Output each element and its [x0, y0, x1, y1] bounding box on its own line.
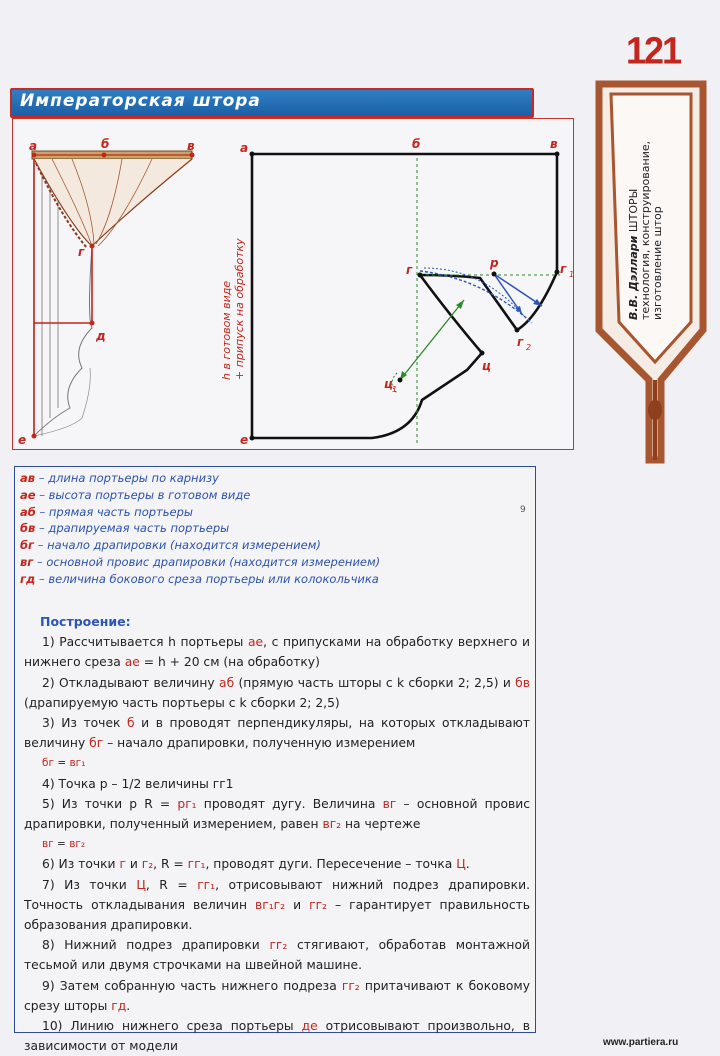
label-g-right: г	[406, 263, 413, 277]
label-c1-sub: 1	[392, 385, 398, 394]
label-a-right: а	[240, 141, 249, 155]
label-c: ц	[482, 359, 491, 373]
legend	[20, 470, 520, 588]
pattern-drawing	[250, 152, 561, 447]
website-url[interactable]: www.partiera.ru	[603, 1037, 679, 1048]
legend-item: аб – прямая часть портьеры	[20, 504, 193, 519]
label-g1: г	[560, 262, 567, 276]
construction-heading: Построение:	[40, 614, 131, 629]
height-label	[220, 238, 246, 380]
formula-1: бг = вг₁	[42, 757, 86, 770]
label-e-right: е	[240, 433, 249, 447]
book-line2: технология, конструирование,	[639, 140, 652, 320]
formula-2: вг = вг₂	[42, 838, 86, 851]
label-g-left: г	[78, 245, 85, 259]
small-mark: 9	[520, 505, 526, 515]
height-label-line1: h в готовом виде	[220, 280, 233, 380]
label-e-left: е	[18, 433, 27, 447]
label-g1-sub: 1	[569, 270, 574, 279]
label-v-right: в	[550, 137, 558, 151]
construction-steps	[24, 612, 530, 1056]
legend-item: гд – величина бокового среза портьеры или колокольчика	[20, 571, 379, 586]
step-4: 4) Точка р – 1/2 величины гг1	[42, 776, 234, 791]
step-10: 10) Линию нижнего среза портьеры де отрисовывают произвольно, в зависимости от модели	[24, 1019, 530, 1054]
label-g2-sub: 2	[526, 343, 532, 352]
label-v-left: в	[187, 139, 195, 153]
legend-item: бв – драпируемая часть портьеры	[20, 521, 230, 536]
page-number: 121	[626, 28, 681, 72]
label-d-left: д	[96, 329, 106, 343]
step-2: 2) Откладывают величину аб (прямую часть шторы с k сборки 2; 2,5) и бв (драпируемую часть портьеры с k сборки 2; 2,5)	[24, 675, 531, 710]
legend-item: вг – основной провис драпировки (находится измерением)	[20, 554, 381, 569]
book-info	[598, 84, 706, 334]
label-p-right: р	[490, 256, 499, 270]
label-b-right: б	[412, 137, 421, 151]
legend-item: бг – начало драпировки (находится измерением)	[20, 538, 321, 553]
step-3: 3) Из точек б и в проводят перпендикуляры, на которых откладывают величину бг – начало драпировки, полученную измерением	[24, 716, 530, 751]
curtain-illustration	[32, 151, 195, 439]
page-title: Императорская штора	[20, 91, 261, 111]
book-line3: изготовление штор	[651, 206, 664, 320]
pattern-figure	[12, 118, 574, 450]
step-6: 6) Из точки г и г₂, R = гг₁, проводят дуги. Пересечение – точка Ц.	[42, 857, 470, 872]
step-7: 7) Из точки Ц, R = гг₁, отрисовывают нижний подрез драпировки. Точность откладывания величин вг₁г₂ и гг₂ – гарантирует правильность образования драпировки.	[24, 877, 531, 933]
label-g2: г	[517, 335, 524, 349]
book-author: В.В. Дэллари	[627, 235, 640, 320]
step-8: 8) Нижний подрез драпировки гг₂ стягивают, обработав монтажной тесьмой или двумя строчками на швейной машине.	[24, 938, 530, 973]
label-c1: ц	[384, 377, 393, 391]
book-name: ШТОРЫ	[627, 188, 640, 233]
legend-item: ав – длина портьеры по карнизу	[20, 471, 219, 485]
legend-item: ае – высота портьеры в готовом виде	[20, 487, 251, 502]
label-a-left: а	[29, 139, 38, 153]
height-label-line2: + припуск на обработку	[233, 238, 246, 380]
title-bar	[10, 88, 534, 118]
label-b-left: б	[101, 137, 110, 151]
step-5: 5) Из точки р R = рг₁ проводят дугу. Величина вг – основной провис драпировки, полученный измерением, равен вг₂ на чертеже	[24, 796, 531, 832]
step-9: 9) Затем собранную часть нижнего подреза гг₂ притачивают к боковому срезу шторы гд.	[24, 978, 530, 1013]
step-1: 1) Рассчитывается h портьеры ае, с припусками на обработку верхнего и нижнего среза ае = h + 20 см (на обработку)	[24, 635, 530, 670]
tassel-icon	[648, 400, 662, 420]
